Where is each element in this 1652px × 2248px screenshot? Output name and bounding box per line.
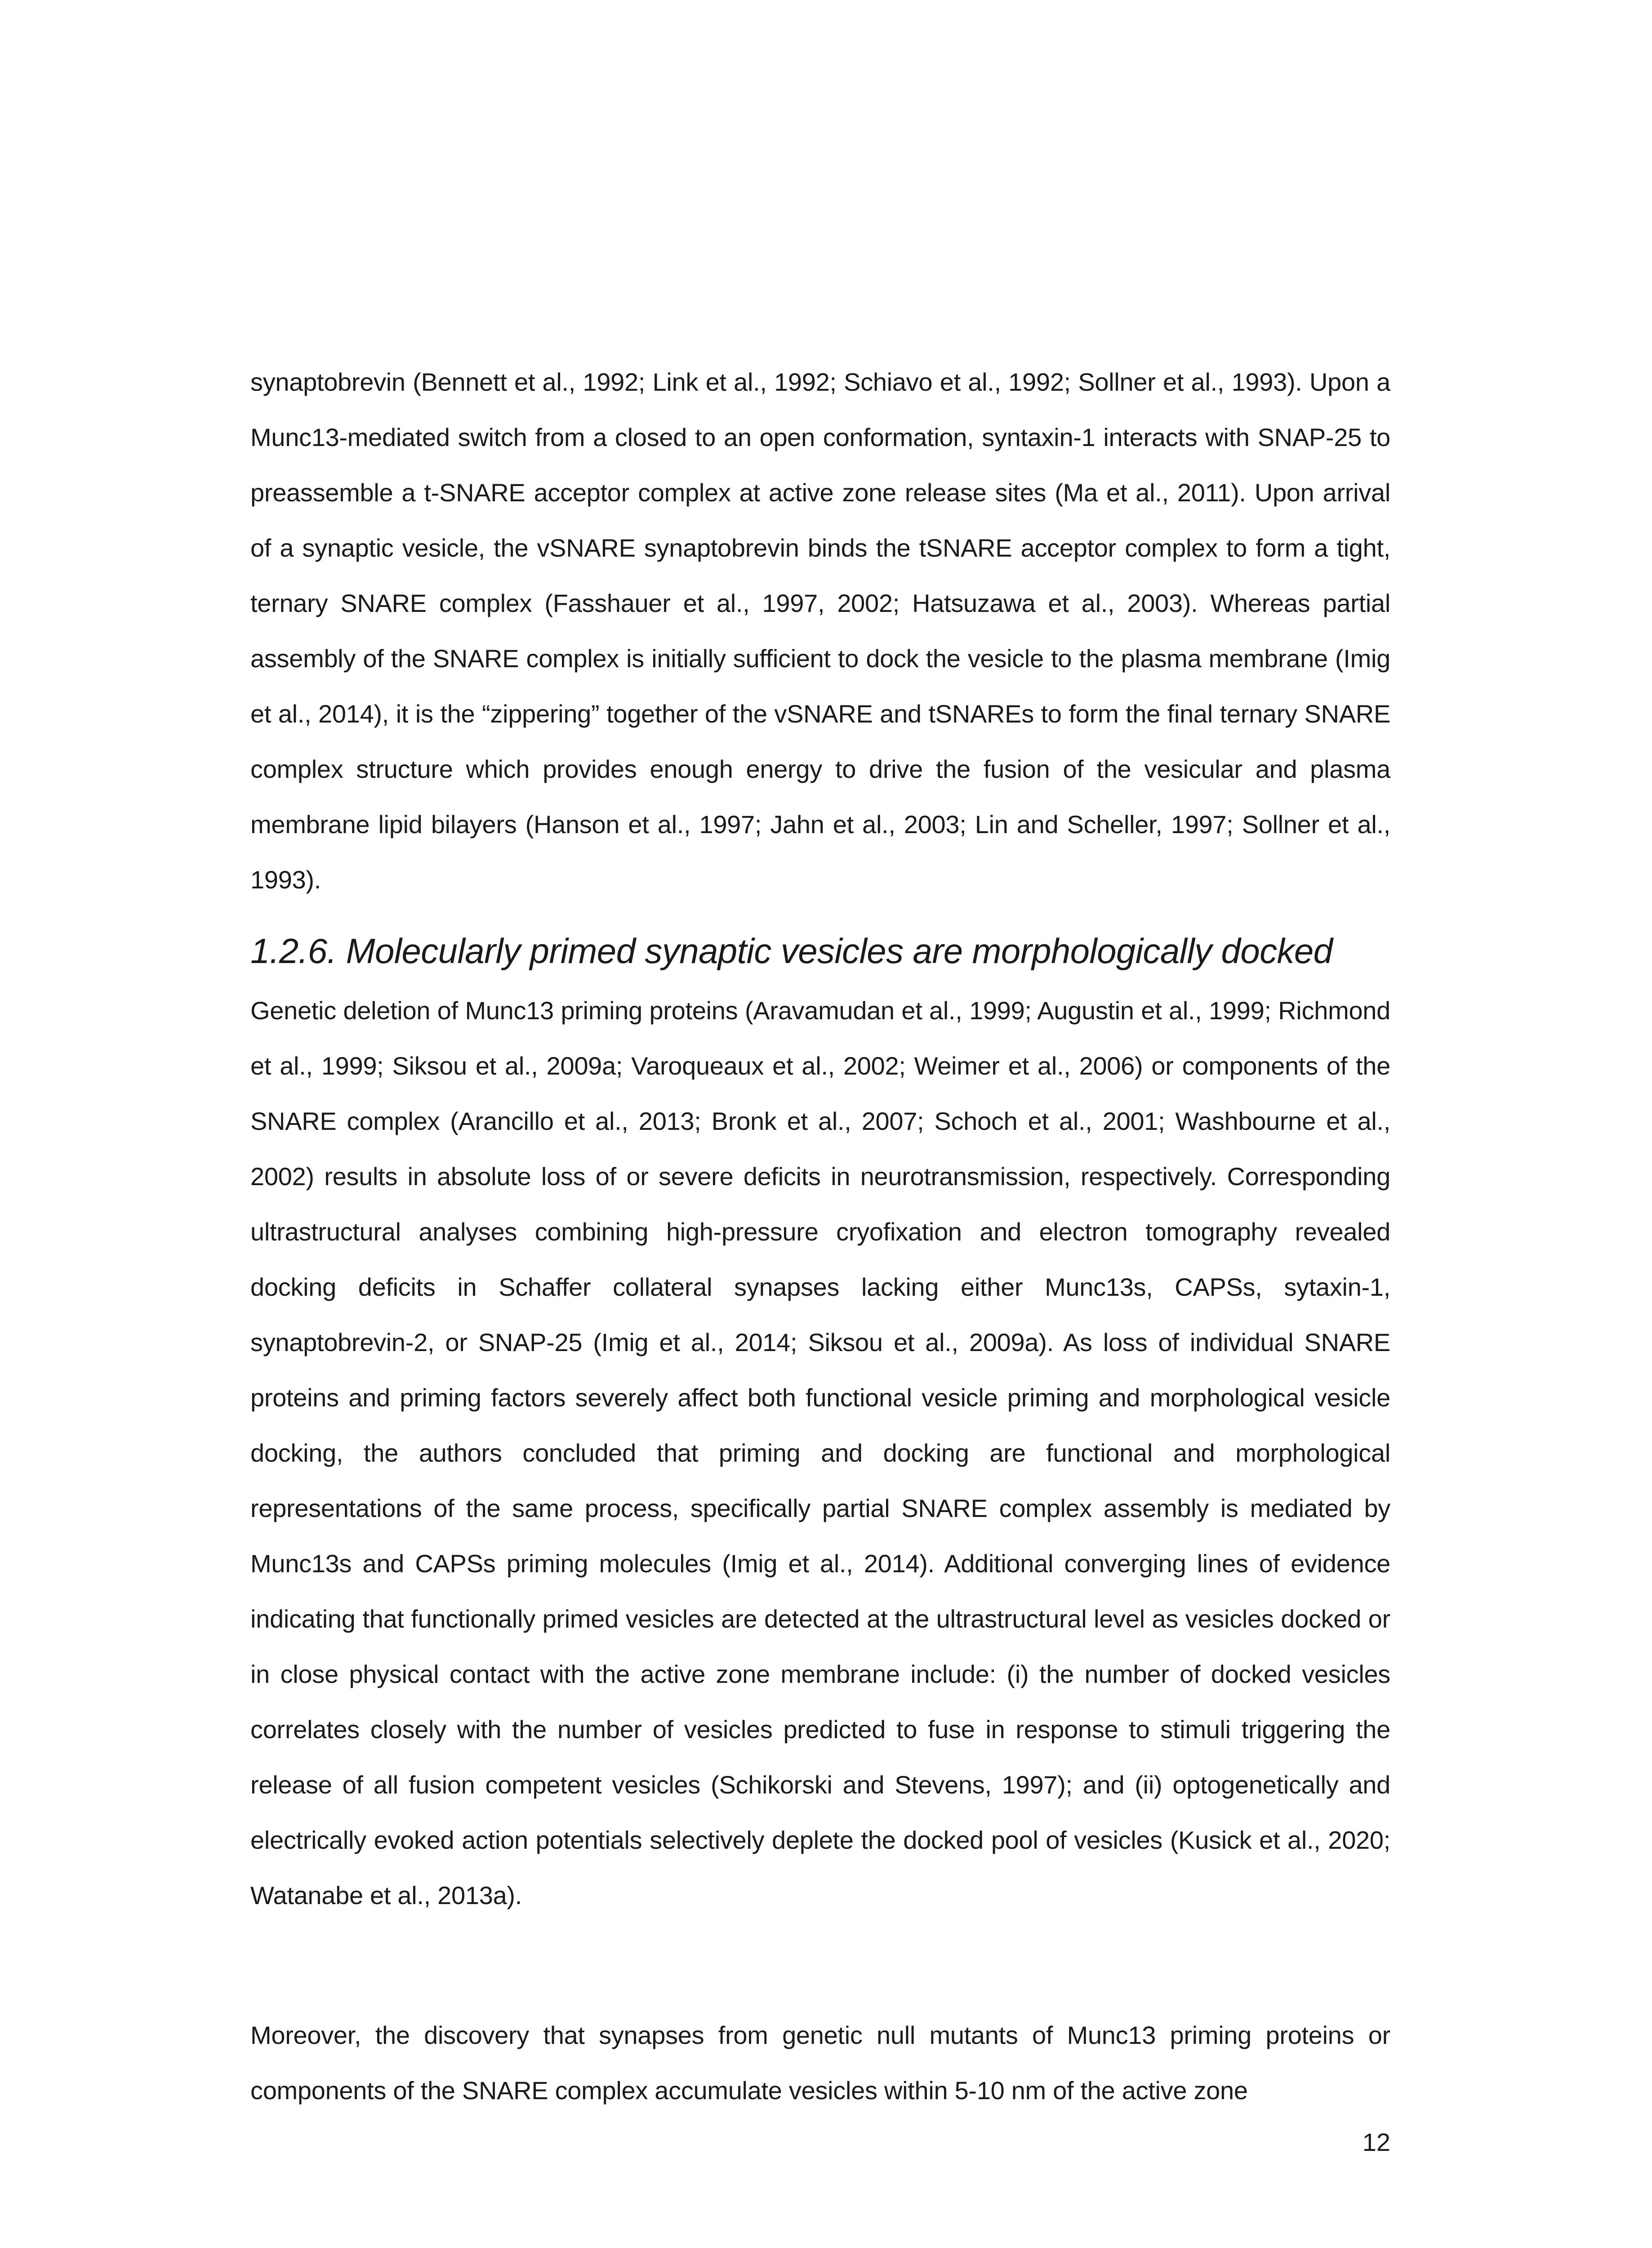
body-paragraph-snare-assembly: synaptobrevin (Bennett et al., 1992; Link et al., 1992; Schiavo et al., 1992; Sollner et al., 1993). Upon a Munc13-mediated switch from a closed to an open conformation, syntaxin-1 interacts with SNAP-25 to preassemble a t-SNARE acceptor complex at active zone release sites (Ma et al., 2011). Upon arrival of a synaptic vesicle, the vSNARE synaptobrevin binds the tSNARE acceptor complex to form a tight, ternary SNARE complex (Fasshauer et al., 1997, 2002; Hatsuzawa et al., 2003). Whereas partial assembly of the SNARE complex is initially sufficient to dock the vesicle to the plasma membrane (Imig et al., 2014), it is the “zippering” together of the vSNARE and tSNAREs to form the final ternary SNARE complex structure which provides enough energy to drive the fusion of the vesicular and plasma membrane lipid bilayers (Hanson et al., 1997; Jahn et al., 2003; Lin and Scheller, 1997; Sollner et al., 1993). bbox=[250, 368, 1390, 894]
page-number: 12 bbox=[1362, 2128, 1390, 2156]
body-paragraph-priming-docking: Genetic deletion of Munc13 priming proteins (Aravamudan et al., 1999; Augustin et al., 1999; Richmond et al., 1999; Siksou et al., 2009a; Varoqueaux et al., 2002; Weimer et al., 2006) or components of the SNARE complex (Arancillo et al., 2013; Bronk et al., 2007; Schoch et al., 2001; Washbourne et al., 2002) results in absolute loss of or severe deficits in neurotransmission, respectively. Corresponding ultrastructural analyses combining high-pressure cryofixation and electron tomography revealed docking deficits in Schaffer collateral synapses lacking either Munc13s, CAPSs, sytaxin-1, synaptobrevin-2, or SNAP-25 (Imig et al., 2014; Siksou et al., 2009a). As loss of individual SNARE proteins and priming factors severely affect both functional vesicle priming and morphological vesicle docking, the authors concluded that priming and docking are functional and morphological representations of the same process, specifically partial SNARE complex assembly is mediated by Munc13s and CAPSs priming molecules (Imig et al., 2014). Additional converging lines of evidence indicating that functionally primed vesicles are detected at the ultrastructural level as vesicles docked or in close physical contact with the active zone membrane include: (i) the number of docked vesicles correlates closely with the number of vesicles predicted to fuse in response to stimuli triggering the release of all fusion competent vesicles (Schikorski and Stevens, 1997); and (ii) optogenetically and electrically evoked action potentials selectively deplete the docked pool of vesicles (Kusick et al., 2020; Watanabe et al., 2013a). bbox=[250, 996, 1390, 1909]
body-paragraph-null-mutants: Moreover, the discovery that synapses from genetic null mutants of Munc13 priming proteins or components of the SNARE complex accumulate vesicles within 5-10 nm of the active zone bbox=[250, 2021, 1390, 2105]
section-heading: 1.2.6. Molecularly primed synaptic vesicles are morphologically docked bbox=[250, 931, 1333, 971]
